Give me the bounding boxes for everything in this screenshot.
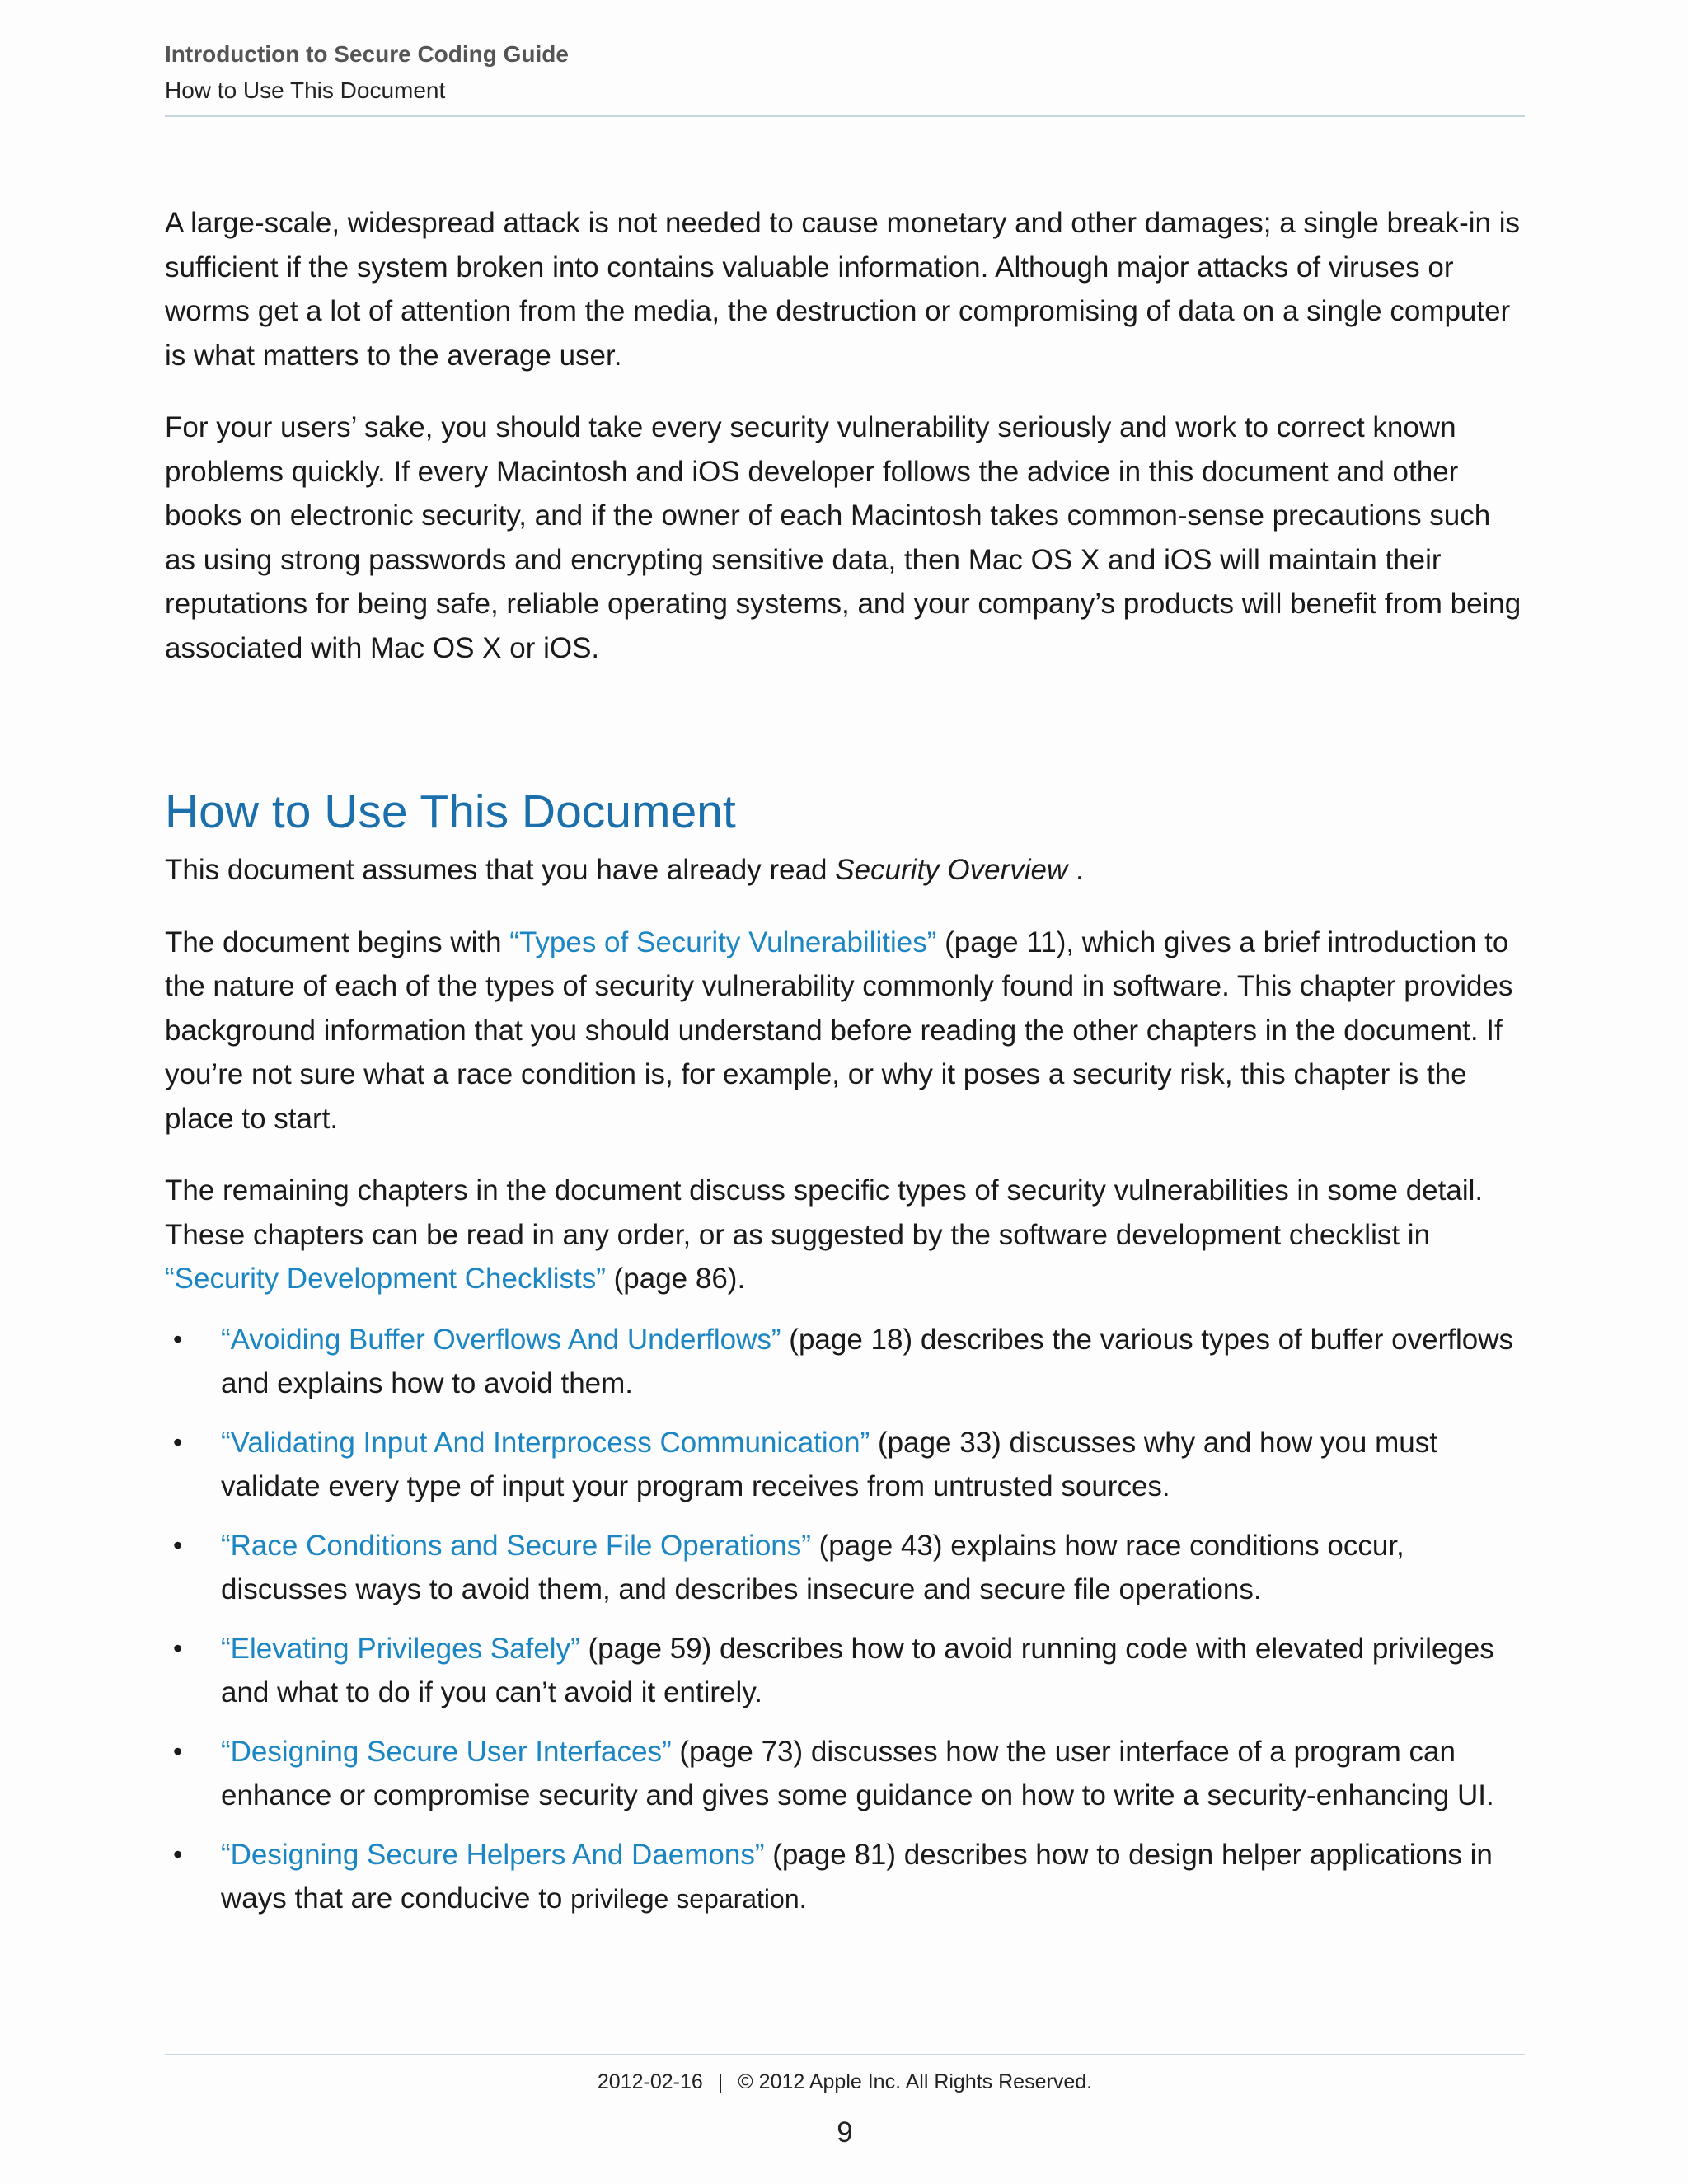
footer-divider [165,2054,1525,2055]
footer [165,2067,1525,2097]
begins-suffix: (page 11), which gives a brief introduction to the nature of each of the types of security vulnerability commonly found in software. This chapter provides background information that you should understand before reading the other chapters in the document. If you’re not sure what a race condition is, for example, or why it poses a security risk, this chapter is the place to start. [165,926,1513,1135]
book-title: Introduction to Secure Coding Guide [165,41,569,67]
header-divider [165,115,1525,117]
chapter-description: (page 81) describes how to design helper applications in ways that are conducive to [221,1838,1493,1915]
intro-paragraph-2: For your users’ sake, you should take every security vulnerability seriously and work to correct known problems quickly. If every Macintosh and iOS developer follows the advice in this document and other books on electronic security, and if the owner of each Macintosh takes common-sense precautions such as using strong passwords and encrypting sensitive data, then Mac OS X and iOS will maintain their reputations for being safe, reliable operating systems, and your company’s products will benefit from being associated with Mac OS X or iOS. [165,411,1522,664]
page-number: 9 [837,2116,853,2149]
privilege-separation-term: privilege separation. [570,1884,807,1914]
link-validating-input[interactable]: “Validating Input And Interprocess Communication” [221,1426,870,1459]
assumes-prefix: This document assumes that you have already read [165,854,836,886]
begins-prefix: The document begins with [165,926,510,958]
link-types-of-security-vulnerabilities[interactable]: “Types of Security Vulnerabilities” [509,926,937,958]
bullet-icon: • [173,1324,183,1354]
bullet-icon: • [173,1633,183,1663]
link-designing-secure-helpers[interactable]: “Designing Secure Helpers And Daemons” [221,1838,765,1871]
link-race-conditions[interactable]: “Race Conditions and Secure File Operations” [221,1529,811,1562]
footer-date: 2012-02-16 [597,2070,703,2093]
running-header [165,36,1525,109]
remaining-prefix: The remaining chapters in the document discuss specific types of security vulnerabilities in some detail. These chapters can be read in any order, or as suggested by the software development checklist in [165,1174,1484,1251]
list-item [165,1833,1525,1922]
list-item [165,1627,1525,1715]
bullet-icon: • [173,1427,183,1457]
chapter-description: (page 73) discusses how the user interface of a program can enhance or compromise security and gives some guidance on how to write a security-enhancing UI. [221,1735,1494,1811]
link-designing-secure-user-interfaces[interactable]: “Designing Secure User Interfaces” [221,1735,672,1768]
link-avoiding-buffer-overflows[interactable]: “Avoiding Buffer Overflows And Underflows” [221,1323,781,1356]
bullet-icon: • [173,1530,183,1560]
assumes-paragraph [165,848,1525,893]
remaining-suffix: (page 86). [605,1263,746,1295]
begins-paragraph [165,921,1525,1141]
list-item [165,1421,1525,1509]
chapter-description: (page 43) explains how race conditions occur, discusses ways to avoid them, and describes insecure and secure file operations. [221,1529,1404,1605]
chapter-list [165,1318,1525,1922]
chapter-description: (page 18) describes the various types of buffer overflows and explains how to avoid them. [221,1323,1514,1399]
chapter-description: (page 59) describes how to avoid running code with elevated privileges and what to do if you can’t avoid it entirely. [221,1632,1494,1708]
link-elevating-privileges[interactable]: “Elevating Privileges Safely” [221,1632,580,1665]
footer-copyright: © 2012 Apple Inc. All Rights Reserved. [738,2070,1093,2093]
link-security-development-checklists[interactable]: “Security Development Checklists” [165,1263,606,1295]
list-item [165,1730,1525,1818]
remaining-paragraph [165,1169,1525,1301]
chapter-description: (page 33) discusses why and how you must validate every type of input your program receives from untrusted sources. [221,1426,1437,1502]
security-overview-title: Security Overview [835,854,1068,886]
chapter-title: How to Use This Document [165,77,446,103]
body-content [165,201,1525,1937]
section-heading: How to Use This Document [165,785,736,838]
list-item [165,1318,1525,1406]
footer-separator: | [717,2070,724,2093]
intro-paragraph-1: A large-scale, widespread attack is not needed to cause monetary and other damages; a single break-in is sufficient if the system broken into contains valuable information. Although major attacks of viruses or worms get a lot of attention from the media, the destruction or compromising of data on a single computer is what matters to the average user. [165,207,1521,372]
list-item [165,1524,1525,1612]
assumes-suffix: . [1067,854,1084,886]
bullet-icon: • [173,1736,183,1766]
bullet-icon: • [173,1839,183,1869]
